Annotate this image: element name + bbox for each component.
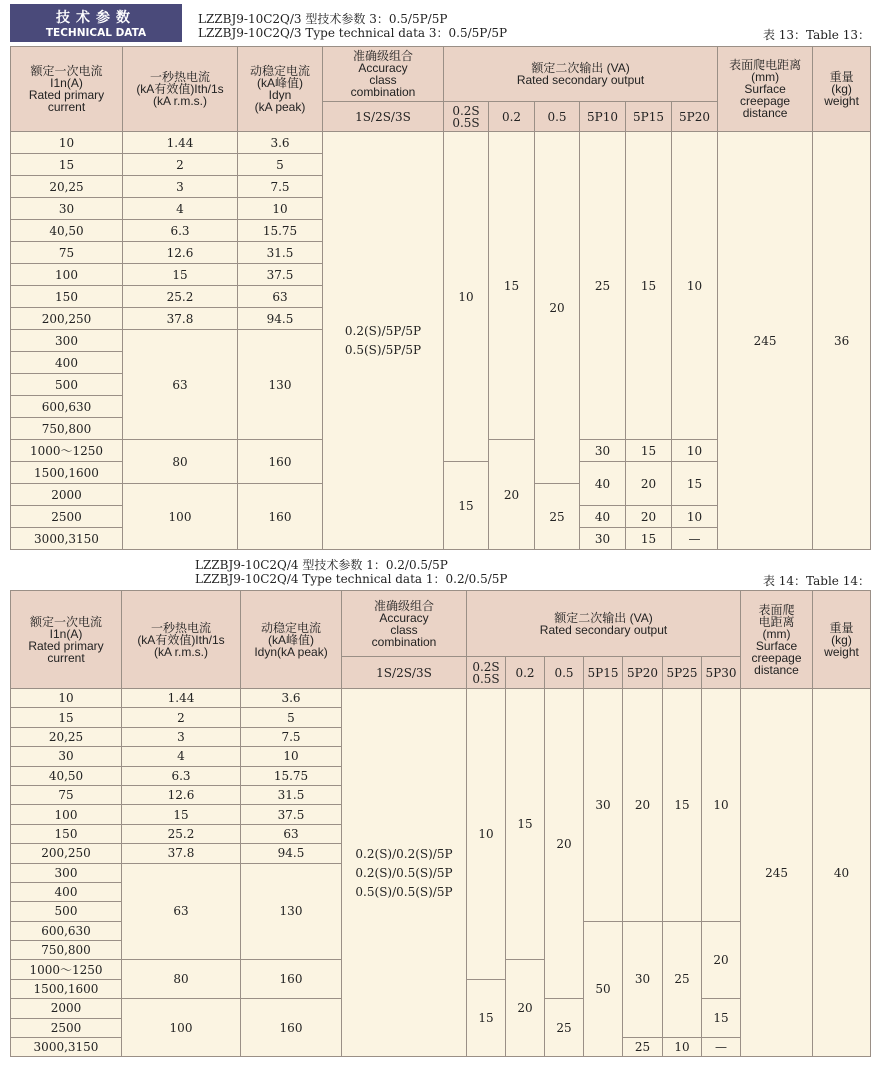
current-cell: 2000 [11,484,123,506]
current-cell: 40,50 [11,766,122,785]
output-cell: 15 [626,132,672,440]
thermal-cell: 80 [122,960,241,999]
output-cell: 10 [672,132,718,440]
header-class-5p25: 5P25 [663,657,702,689]
accuracy-cell [323,132,444,550]
output-cell: 25 [545,999,584,1057]
accuracy-option: 0.5(S)/5P/5P [344,343,422,357]
output-cell: 15 [444,462,489,550]
current-cell: 75 [11,242,123,264]
current-cell: 100 [11,264,123,286]
header-class-0.2s-0.5s: 0.2S 0.5S [444,102,489,132]
current-cell: 20,25 [11,727,122,746]
output-cell: 10 [672,506,718,528]
output-cell: 30 [580,440,626,462]
current-cell: 10 [11,132,123,154]
dynamic-cell: 15.75 [238,220,323,242]
dynamic-cell: 3.6 [238,132,323,154]
dynamic-cell: 160 [241,960,342,999]
thermal-cell: 3 [123,176,238,198]
dynamic-cell: 31.5 [241,785,342,804]
header-dynamic-current: 动稳定电流 (kA峰值) Idyn (kA peak) [238,47,323,132]
table14-title [195,558,507,586]
accuracy-option: 0.2(S)/0.2(S)/5P [355,846,453,861]
output-cell: 15 [702,999,741,1038]
dynamic-cell: 10 [238,198,323,220]
dynamic-cell: 10 [241,747,342,766]
output-cell: 25 [623,1038,663,1057]
output-cell: 20 [623,689,663,922]
dynamic-cell: 37.5 [241,805,342,824]
table13-caption: 表 13：Table 13： [762,28,870,42]
output-cell: 50 [584,921,623,1057]
table13 [10,46,871,550]
thermal-cell: 100 [122,999,241,1057]
output-cell: 25 [535,484,580,550]
current-cell: 15 [11,154,123,176]
output-cell: 15 [663,689,702,922]
current-cell: 30 [11,747,122,766]
dynamic-cell: 37.5 [238,264,323,286]
accuracy-option: 0.5(S)/0.5(S)/5P [355,884,453,899]
output-cell: 20 [545,689,584,999]
creepage-cell: 245 [718,132,813,550]
thermal-cell: 6.3 [123,220,238,242]
section-badge [10,4,182,42]
table14-caption: 表 14：Table 14： [762,574,870,588]
output-cell: — [672,528,718,550]
current-cell: 150 [11,286,123,308]
header-rated-secondary-output: 额定二次输出 (VA) Rated secondary output [467,591,741,657]
thermal-cell: 15 [122,805,241,824]
output-cell: — [702,1038,741,1057]
output-cell: 20 [626,506,672,528]
current-cell: 1500,1600 [11,979,122,998]
dynamic-cell: 5 [241,708,342,727]
header-class-5p15: 5P15 [584,657,623,689]
current-cell: 1000～1250 [11,960,122,979]
thermal-cell: 2 [123,154,238,176]
current-cell: 500 [11,374,123,396]
output-cell: 30 [584,689,623,922]
thermal-cell: 15 [123,264,238,286]
dynamic-cell: 31.5 [238,242,323,264]
header-rated-secondary-output: 额定二次输出 (VA) Rated secondary output [444,47,718,102]
output-cell: 15 [489,132,535,440]
dynamic-cell: 130 [241,863,342,960]
header-class-5p30: 5P30 [702,657,741,689]
current-cell: 40,50 [11,220,123,242]
current-cell: 200,250 [11,308,123,330]
accuracy-cell [342,689,467,1057]
thermal-cell: 25.2 [122,824,241,843]
table13-title [198,12,507,40]
header-class-5p15: 5P15 [626,102,672,132]
dynamic-cell: 63 [238,286,323,308]
table14-title-en: LZZBJ9-10C2Q/4 Type technical data 1：0.2/0.5/5P [195,572,508,586]
output-cell: 10 [467,689,506,980]
current-cell: 30 [11,198,123,220]
current-cell: 600,630 [11,396,123,418]
thermal-cell: 25.2 [123,286,238,308]
current-cell: 750,800 [11,418,123,440]
header-class-0.5: 0.5 [535,102,580,132]
thermal-cell: 2 [122,708,241,727]
current-cell: 1000～1250 [11,440,123,462]
output-cell: 20 [489,440,535,550]
header-class-5p10: 5P10 [580,102,626,132]
accuracy-option: 0.2(S)/5P/5P [344,324,422,338]
weight-cell: 40 [813,689,871,1057]
output-cell: 40 [580,462,626,506]
output-cell: 10 [702,689,741,922]
current-cell: 300 [11,330,123,352]
current-cell: 100 [11,805,122,824]
thermal-cell: 63 [122,863,241,960]
header-thermal-current: 一秒热电流 (kA有效值)Ith/1s (kA r.m.s.) [123,47,238,132]
thermal-cell: 37.8 [123,308,238,330]
thermal-cell: 6.3 [122,766,241,785]
header-class-5p20: 5P20 [672,102,718,132]
header-accuracy-combination: 准确级组合 Accuracy class combination [342,591,467,657]
current-cell: 20,25 [11,176,123,198]
badge-title-cn: 技术参数 [56,10,136,26]
accuracy-option: 0.2(S)/0.5(S)/5P [355,865,453,880]
thermal-cell: 63 [123,330,238,440]
output-cell: 40 [580,506,626,528]
header-surface-creepage: 表面爬电距离 (mm) Surface creepage distance [718,47,813,132]
current-cell: 3000,3150 [11,1038,122,1057]
thermal-cell: 1.44 [122,689,241,708]
table13-title-cn: LZZBJ9-10C2Q/3 型技术参数 3：0.5/5P/5P [198,12,448,26]
output-cell: 10 [444,132,489,462]
current-cell: 400 [11,882,122,901]
dynamic-cell: 15.75 [241,766,342,785]
output-cell: 20 [626,462,672,506]
current-cell: 400 [11,352,123,374]
dynamic-cell: 160 [241,999,342,1057]
table13-title-en: LZZBJ9-10C2Q/3 Type technical data 3：0.5/5P/5P [198,26,508,40]
header-class-0.2: 0.2 [506,657,545,689]
table14 [10,590,871,1057]
current-cell: 300 [11,863,122,882]
header-weight: 重量 (kg) weight [813,591,871,689]
output-cell: 20 [535,132,580,484]
dynamic-cell: 94.5 [241,844,342,863]
badge-title-en: TECHNICAL DATA [45,27,147,39]
creepage-cell: 245 [741,689,813,1057]
dynamic-cell: 7.5 [241,727,342,746]
output-cell: 30 [623,921,663,1037]
output-cell: 20 [702,921,741,999]
header-accuracy-sub: 1S/2S/3S [323,102,444,132]
thermal-cell: 1.44 [123,132,238,154]
output-cell: 15 [626,440,672,462]
output-cell: 30 [580,528,626,550]
header-surface-creepage: 表面爬 电距离 (mm) Surface creepage distance [741,591,813,689]
thermal-cell: 4 [122,747,241,766]
thermal-cell: 3 [122,727,241,746]
header-weight: 重量 (kg) weight [813,47,871,132]
current-cell: 500 [11,902,122,921]
output-cell: 10 [663,1038,702,1057]
dynamic-cell: 160 [238,484,323,550]
current-cell: 75 [11,785,122,804]
current-cell: 2500 [11,506,123,528]
dynamic-cell: 5 [238,154,323,176]
weight-cell: 36 [813,132,871,550]
output-cell: 10 [672,440,718,462]
output-cell: 15 [467,979,506,1057]
current-cell: 750,800 [11,941,122,960]
dynamic-cell: 130 [238,330,323,440]
current-cell: 10 [11,689,122,708]
output-cell: 15 [626,528,672,550]
header-accuracy-sub: 1S/2S/3S [342,657,467,689]
thermal-cell: 37.8 [122,844,241,863]
current-cell: 200,250 [11,844,122,863]
current-cell: 1500,1600 [11,462,123,484]
header-class-0.5: 0.5 [545,657,584,689]
current-cell: 600,630 [11,921,122,940]
current-cell: 2500 [11,1018,122,1037]
header-rated-primary-current: 额定一次电流 I1n(A) Rated primary current [11,591,122,689]
thermal-cell: 12.6 [123,242,238,264]
current-cell: 2000 [11,999,122,1018]
dynamic-cell: 160 [238,440,323,484]
header-class-0.2: 0.2 [489,102,535,132]
header-class-0.2s-0.5s: 0.2S 0.5S [467,657,506,689]
dynamic-cell: 94.5 [238,308,323,330]
output-cell: 25 [663,921,702,1037]
thermal-cell: 100 [123,484,238,550]
current-cell: 3000,3150 [11,528,123,550]
dynamic-cell: 7.5 [238,176,323,198]
header-rated-primary-current: 额定一次电流 I1n(A) Rated primary current [11,47,123,132]
dynamic-cell: 63 [241,824,342,843]
header-thermal-current: 一秒热电流 (kA有效值)Ith/1s (kA r.m.s.) [122,591,241,689]
header-class-5p20: 5P20 [623,657,663,689]
output-cell: 25 [580,132,626,440]
dynamic-cell: 3.6 [241,689,342,708]
thermal-cell: 12.6 [122,785,241,804]
thermal-cell: 80 [123,440,238,484]
current-cell: 150 [11,824,122,843]
header-dynamic-current: 动稳定电流 (kA峰值) Idyn(kA peak) [241,591,342,689]
output-cell: 20 [506,960,545,1057]
current-cell: 15 [11,708,122,727]
table14-title-cn: LZZBJ9-10C2Q/4 型技术参数 1：0.2/0.5/5P [195,558,448,572]
header-accuracy-combination: 准确级组合 Accuracy class combination [323,47,444,102]
thermal-cell: 4 [123,198,238,220]
output-cell: 15 [672,462,718,506]
output-cell: 15 [506,689,545,960]
